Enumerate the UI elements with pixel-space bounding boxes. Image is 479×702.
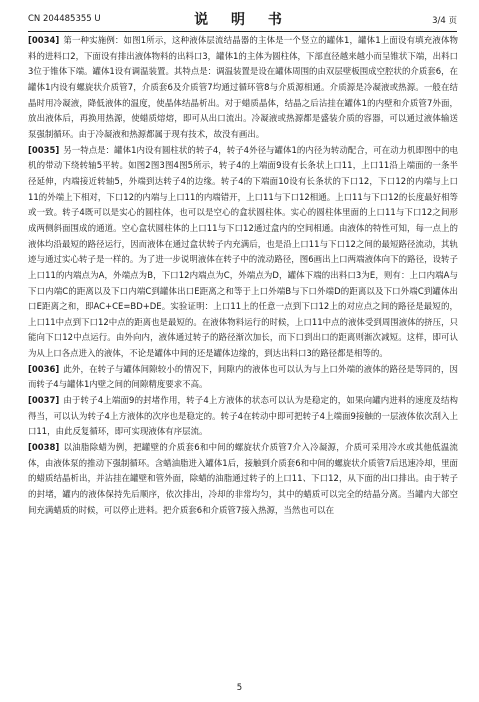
document-body (28, 33, 458, 673)
paragraph-0034 (28, 33, 458, 143)
page-number: 5 (236, 683, 243, 693)
paragraph-number: [0035] (28, 144, 60, 155)
paragraph-0038 (28, 440, 458, 518)
paragraph-text: 另一特点是：罐体1内设有圆柱状的转子4，转子4外径与罐体1的内径为转动配合，可在动力机即图中的电机的带动下绕转轴5平转。如图2图3图4图5所示，转子4的上端面9设有长条状上口11，上口11沿上端面的一条半径延伸，内端接近转轴5，外端到达转子4的边缘。转子4的下端面10设有长条状的下口12，下口12的内端与上口11的外端上下相对，下口12的内端与上口11的内端错开，上口11与下口12相通。上口11与下口12的长度最好相等或一致。转子4既可以是实心的圆柱体，也可以是空心的盒状圆柱体。实心的圆柱体里面的上口11与下口12之间形成两侧斜面围成的通道。空心盒状圆柱体的上口11与下口12通过盒内的空间相通。由液体的特性可知，每一点上的液体均沿最短的路径运行，因而液体在通过盒状转子内充满后，也是沿上口11与下口12之间的最短路径流动，其轨迹与通过实心转子是一样的。为了进一步说明液体在转子中的流动路径，图6画出上口两端液体向下的路径，设转子上口11的内端点为A，外端点为B，下口12内端点为C，外端点为D，罐体下端的出料口3为E，则有：上口内端A与下口内端C的距离以及下口内端C到罐体出口E距离之和等于上口外端B与下口外端D的距离以及下口外端C到罐体出口E距离之和，即AC+CE=BD+DE。实验证明：上口11上的任意一点到下口12上的对应点之间的路径是最短的，上口11中点到下口12中点的距离也是最短的。在液体物料运行的时候，上口11中点的液体受到周围液体的挤压，只能向下口12中点运行。由外向内，液体通过转子的路径渐次加长，而下口到出口的距离则渐次减短。这样，即可认为从上口各点进入的液体，不论是罐体中间的还是罐体边缘的，到达出料口3的路径都是相等的。 (28, 144, 458, 359)
publication-number: CN 204485355 U (28, 14, 101, 24)
paragraph-0036 (28, 362, 458, 393)
paragraph-number: [0036] (28, 363, 60, 374)
document-title: 说 明 书 (194, 12, 291, 28)
paragraph-text: 以油脂除蜡为例，把罐壁的介质套6和中间的螺旋状介质管7介入冷凝源，介质可采用冷水或其他低温流体，由液体泵的推动下强制循环。含蜡油脂进入罐体1后，接触到介质套6和中间的螺旋状介质管7后迅速冷却，里面的蜡质结晶析出，并沾挂在罐壁和管外面，除蜡的油脂通过转子的上口11、下口12，从下面的出口排出。由于转子的封堵，罐内的液体保持先后顺序，依次排出，冷却的非常均匀，其中的蜡质可以完全的结晶分离。当罐内大部空间充满蜡质的时候，可以停止进料。把介质套6和介质管7接入热源，当然也可以在 (28, 442, 458, 515)
paragraph-0035 (28, 143, 458, 362)
paragraph-number: [0037] (28, 395, 60, 406)
paragraph-text: 由于转子4上端面9的封堵作用，转子4上方液体的状态可以认为是稳定的，如果向罐内进料的速度及结构得当，可以认为转子4上方液体的次序也是稳定的。转子4在转动中即可把转子4上端面9接触的一层液体依次刮入上口11，由此反复循环，即可实现液体有序层流。 (28, 395, 458, 437)
paragraph-text: 第一种实施例：如图1所示，这种液体层流结晶器的主体是一个竖立的罐体1，罐体1上面设有填充液体物料的进料口2，下面设有排出液体物料的出料口3，罐体1的主体为圆柱体，下部直径越来越小而呈锥状下端，出料口3位于锥体下端。罐体1设有调温装置。其特点是：调温装置是设在罐体周围的由双层壁板围成空腔状的介质套6，在罐体1内设有螺旋状介质管7，介质套6及介质管7均通过循环管8与介质源相通。介质源是冷凝液或热源。一般在结晶时用冷凝液，降低液体的温度，使晶体结晶析出。对于蜡质晶体，结晶之后沾挂在罐体1的内壁和介质管7外面，放出液体后，再换用热源，使蜡质熔熔，即可从出口流出。冷凝液或热源都是盛装介质的容器，可以通过液体输送泵强制循环。由于冷凝液和热源都属于现有技术，故没有画出。 (28, 35, 458, 139)
page-indicator: 3/4 页 (432, 16, 457, 26)
paragraph-0037 (28, 393, 458, 440)
page-header (28, 6, 457, 30)
paragraph-number: [0038] (28, 442, 60, 453)
paragraph-text: 此外，在转子与罐体间隙较小的情况下，间隙内的液体也可以认为与上口外端的液体的路径是等同的，因而转子4与罐体1内壁之间的间隙精度要求不高。 (28, 363, 458, 390)
header-rule (28, 31, 457, 32)
paragraph-number: [0034] (28, 35, 60, 45)
